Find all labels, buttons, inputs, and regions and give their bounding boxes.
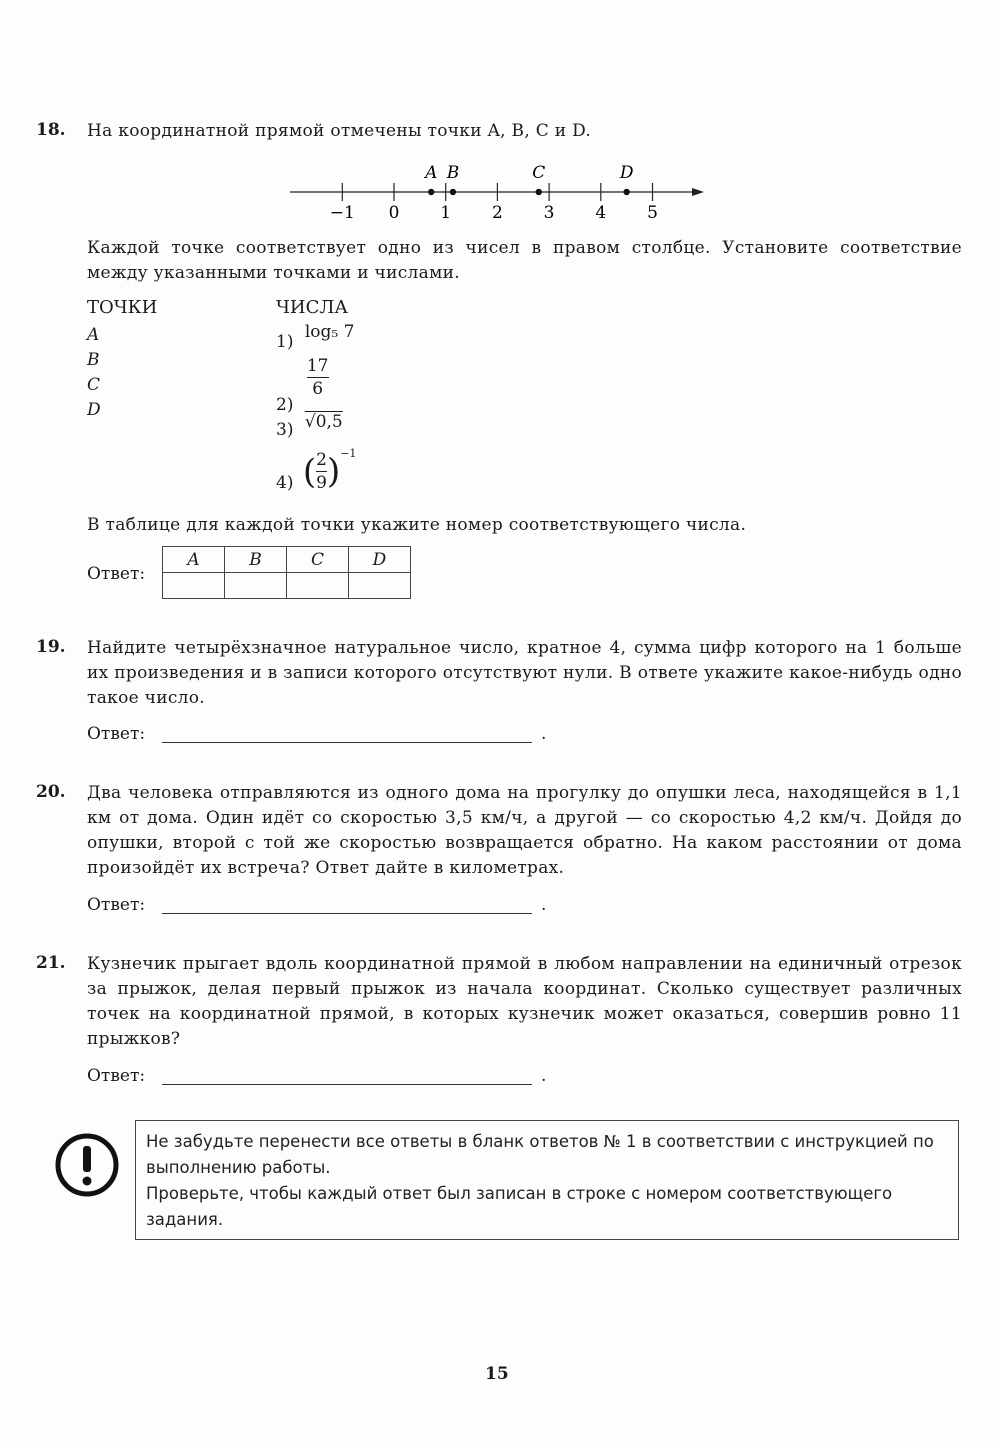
- note-line: Проверьте, чтобы каждый ответ был записан в строке с номером соответствующего задания.: [146, 1184, 893, 1229]
- answer-cell[interactable]: [163, 573, 225, 599]
- tick-label: 4: [595, 203, 607, 223]
- q21-text: Кузнечик прыгает вдоль координатной прямой в любом направлении на единичный отрезок за прыжок, делая первый прыжок из начала координат. Сколько существует различных точек на координатной прямой, в которых кузнечик может оказаться, совершив ровно 11 прыжков?: [87, 954, 962, 1049]
- answer-label: Ответ:: [87, 724, 146, 744]
- points-list: [87, 323, 101, 423]
- q21-number: 21.: [36, 953, 66, 973]
- option-index: 3): [276, 420, 294, 440]
- answer-line[interactable]: [162, 913, 532, 914]
- axis-arrow: [692, 188, 704, 196]
- q19-text: Найдите четырёхзначное натуральное число, кратное 4, сумма цифр которого на 1 больше их произведения и в записи которого отсутствуют нули. В ответе укажите какое-нибудь одно такое число.: [87, 638, 962, 708]
- answer-cell[interactable]: [349, 573, 411, 599]
- point-label: A: [87, 325, 100, 345]
- denominator: 6: [312, 379, 324, 399]
- number-option-3: [276, 412, 343, 440]
- point-A: [428, 189, 434, 195]
- point-C: [536, 189, 542, 195]
- table-instruction: В таблице для каждой точки укажите номер соответствующего числа.: [87, 515, 747, 535]
- answer-cell[interactable]: [287, 573, 349, 599]
- point-D: [623, 189, 629, 195]
- point-label: C: [532, 163, 546, 183]
- q18-text: На координатной прямой отмечены точки A, B, C и D.: [87, 121, 592, 141]
- option-index: 1): [276, 332, 294, 352]
- tick-label: 5: [647, 203, 658, 223]
- number-option-2: [276, 355, 329, 415]
- answer-label: Ответ:: [87, 564, 146, 584]
- exponent: −1: [340, 447, 357, 461]
- option-index: 4): [276, 473, 294, 493]
- points-header: ТОЧКИ: [87, 297, 158, 318]
- q19-number: 19.: [36, 637, 66, 657]
- answer-line[interactable]: [162, 1084, 532, 1085]
- reminder-note: [135, 1120, 959, 1240]
- table-header: A: [163, 547, 225, 573]
- tick-label: −1: [329, 203, 355, 223]
- numbers-header: ЧИСЛА: [276, 297, 349, 318]
- note-line: Не забудьте перенести все ответы в бланк ответов № 1 в соответствии с инструкцией по выполнению работы.: [146, 1132, 934, 1177]
- number-line: [0, 155, 1000, 225]
- exam-page: 18. На координатной прямой отмечены точки A, B, C и D. −1 0 1 2 3 4 5 A B C D Каждой точке соответствует одно из чисел в правом столбце. Установите соответствие между указанными точками и числами. ТОЧКИ A B C D ЧИСЛА 1) log₅ 7 2) $\frac{17}{6}$ 3) √0,5 4) ( $\frac{2}{9}$ )$^{-1}$ В таблице для каждой точки укажите номер соответствующего числа. Ответ: A B C D 19. Найдите четырёхзначное натуральное число, кратное 4, сумма цифр которого на 1 больше их произведения и в записи которого отсутствуют нули. В ответе укажите какое-нибудь одно такое число. Ответ: . 20. Два человека отправляются из одного дома на прогулку до опушки леса, находящейся в 1,1 км от дома. Один идёт со скоростью 3,5 км/ч, а другой — со скоростью 4,2 км/ч. Дойдя до опушки, второй с той же скоростью возвращается обратно. На каком расстоянии от дома произойдёт их встреча? Ответ дайте в километрах. Ответ: . 21. Кузнечик прыгает вдоль координатной прямой в любом направлении на единичный отрезок за прыжок, делая первый прыжок из начала координат. Сколько существует различных точек на координатной прямой, в которых кузнечик может оказаться, совершив ровно 11 прыжков? Ответ: . Не забудьте перенести все ответы в бланк ответов № 1 в соответствии с инструкцией по выполнению работы. Проверьте, чтобы каждый ответ был записан в строке с номером соответствующего задания. 15: [0, 0, 1000, 1445]
- q20-number: 20.: [36, 782, 66, 802]
- answer-table: [162, 546, 411, 599]
- number-option-4: 4) ( $\frac{2}{9}$ )$^{-1}$: [276, 447, 357, 493]
- q18-instruction: Каждой точке соответствует одно из чисел в правом столбце. Установите соответствие между указанными точками и числами.: [87, 238, 962, 283]
- option-value: log₅ 7: [304, 322, 355, 342]
- table-header: C: [287, 547, 349, 573]
- point-label: D: [87, 400, 101, 420]
- answer-label: Ответ:: [87, 1066, 146, 1086]
- point-label: B: [87, 350, 100, 370]
- numerator: 17: [306, 356, 329, 376]
- q20-text: Два человека отправляются из одного дома на прогулку до опушки леса, находящейся в 1,1 км от дома. Один идёт со скоростью 3,5 км/ч, а другой — со скоростью 4,2 км/ч. Дойдя до опушки, второй с той же скоростью возвращается обратно. На каком расстоянии от дома произойдёт их встреча? Ответ дайте в километрах.: [87, 783, 962, 878]
- page-number: 15: [485, 1364, 509, 1384]
- point-label: D: [619, 163, 634, 183]
- number-option-1: [276, 322, 355, 352]
- tick-label: 3: [543, 203, 555, 223]
- table-header: B: [225, 547, 287, 573]
- answer-line[interactable]: [162, 742, 532, 743]
- table-header: D: [349, 547, 411, 573]
- q18-number: 18.: [36, 120, 66, 140]
- exclamation-icon: [54, 1132, 120, 1198]
- option-value: √0,5: [304, 412, 343, 432]
- numerator: 2: [316, 450, 327, 470]
- point-label: C: [87, 375, 101, 395]
- point-label: A: [425, 163, 438, 183]
- tick-label: 2: [491, 203, 503, 223]
- tick-label: 1: [440, 203, 452, 223]
- tick-label: 0: [388, 203, 400, 223]
- answer-label: Ответ:: [87, 895, 146, 915]
- point-B: [450, 189, 456, 195]
- denominator: 9: [316, 473, 327, 493]
- option-index: 2): [276, 395, 294, 415]
- point-label: B: [446, 163, 460, 183]
- answer-cell[interactable]: [225, 573, 287, 599]
